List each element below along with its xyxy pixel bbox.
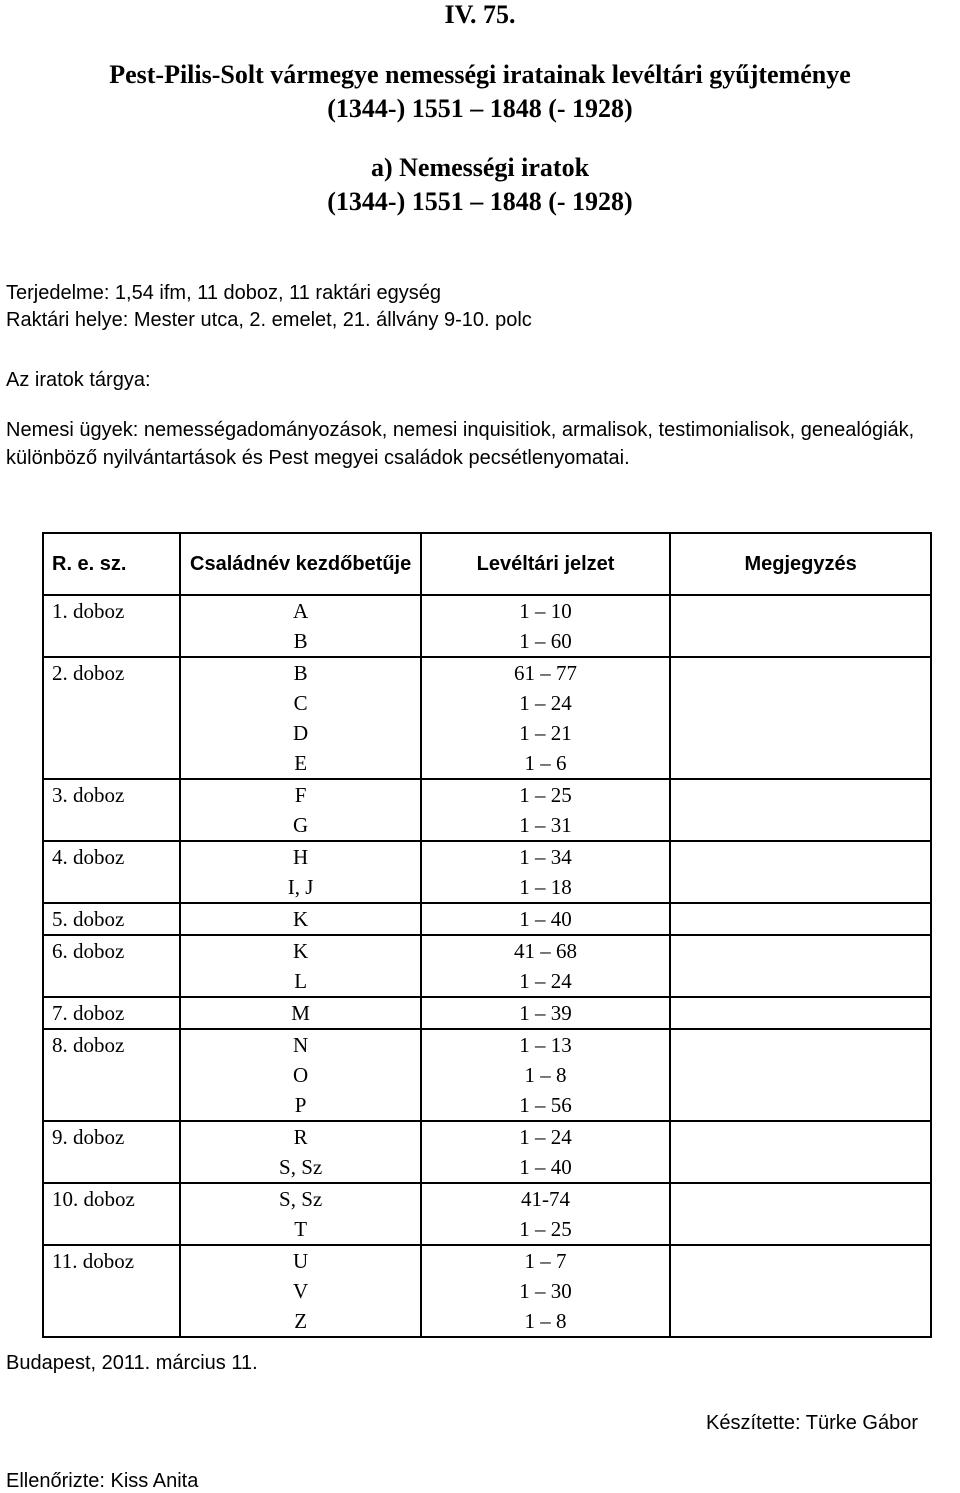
signature-cell [421, 595, 670, 657]
subject-text: Nemesi ügyek: nemességadományozások, nemesi inquisitiok, armalisok, testimonialisok, genealógiák, különböző nyilvántartások és Pest megyei családok pecsétlenyomatai. [6, 419, 915, 469]
letter-value: B [293, 629, 308, 653]
signature-value: 1 – 40 [519, 907, 572, 931]
extent-line: Terjedelme: 1,54 ifm, 11 doboz, 11 raktári egység [6, 282, 442, 304]
letter-cell [180, 779, 421, 841]
signature-cell [421, 779, 670, 841]
unit-label: 3. doboz [52, 783, 125, 807]
header-letter: Családnév kezdőbetűje [180, 533, 421, 595]
subject-label: Az iratok tárgya: [6, 369, 151, 391]
table-row [43, 997, 931, 1029]
checked-by: Ellenőrizte: Kiss Anita [6, 1470, 199, 1492]
unit-cell [43, 1121, 180, 1183]
signature-cell [421, 1245, 670, 1337]
signature-value: 1 – 10 [519, 599, 572, 623]
signature-value: 1 – 40 [519, 1155, 572, 1179]
metadata-block [6, 280, 532, 334]
signature-value: 1 – 8 [524, 1063, 567, 1087]
letter-value: O [293, 1063, 309, 1087]
table-row [43, 903, 931, 935]
letter-cell [180, 1183, 421, 1245]
letter-cell [180, 1029, 421, 1121]
series-title-line1: a) Nemességi iratok [370, 153, 590, 182]
unit-label: 8. doboz [52, 1033, 125, 1057]
unit-cell [43, 997, 180, 1029]
collection-title-line2: (1344-) 1551 – 1848 (- 1928) [327, 94, 633, 123]
unit-label: 7. doboz [52, 1001, 125, 1025]
table-row [43, 595, 931, 657]
signature-cell [421, 997, 670, 1029]
letter-value: E [294, 751, 308, 775]
place-date: Budapest, 2011. március 11. [6, 1352, 258, 1374]
letter-value: N [293, 1033, 309, 1057]
unit-label: 6. doboz [52, 939, 125, 963]
location-line: Raktári helye: Mester utca, 2. emelet, 21. állvány 9-10. polc [6, 309, 532, 331]
letter-cell [180, 657, 421, 779]
note-cell [670, 1029, 931, 1121]
note-cell [670, 657, 931, 779]
letter-value: T [294, 1217, 308, 1241]
unit-label: 1. doboz [52, 599, 125, 623]
signature-value: 1 – 39 [519, 1001, 572, 1025]
letter-cell [180, 935, 421, 997]
unit-cell [43, 779, 180, 841]
letter-value: Z [294, 1309, 308, 1333]
note-cell [670, 779, 931, 841]
letter-cell [180, 997, 421, 1029]
note-cell [670, 997, 931, 1029]
header-signature: Levéltári jelzet [421, 533, 670, 595]
signature-value: 1 – 21 [519, 721, 572, 745]
letter-value: A [293, 599, 309, 623]
letter-value: S, Sz [279, 1155, 323, 1179]
table-header-row [43, 533, 931, 595]
note-cell [670, 903, 931, 935]
signature-value: 1 – 24 [519, 691, 572, 715]
letter-value: K [293, 939, 309, 963]
letter-value: R [293, 1125, 308, 1149]
letter-value: H [293, 845, 309, 869]
letter-value: K [293, 907, 309, 931]
letter-cell [180, 841, 421, 903]
signature-cell [421, 903, 670, 935]
note-cell [670, 1245, 931, 1337]
signature-value: 1 – 24 [519, 969, 572, 993]
signature-cell [421, 935, 670, 997]
signature-value: 41 – 68 [514, 939, 578, 963]
letter-value: P [294, 1093, 307, 1117]
signature-cell [421, 1183, 670, 1245]
signature-value: 1 – 6 [524, 751, 567, 775]
unit-cell [43, 657, 180, 779]
signature-value: 1 – 56 [519, 1093, 572, 1117]
unit-label: 11. doboz [52, 1249, 135, 1273]
table-row [43, 1245, 931, 1337]
unit-label: 2. doboz [52, 661, 125, 685]
letter-value: I, J [287, 875, 314, 899]
unit-label: 5. doboz [52, 907, 125, 931]
letter-value: C [293, 691, 308, 715]
series-title [0, 151, 960, 219]
letter-value: M [291, 1001, 310, 1025]
letter-cell [180, 903, 421, 935]
letter-cell [180, 1121, 421, 1183]
table-row [43, 779, 931, 841]
document-id: IV. 75. [444, 0, 516, 29]
signature-value: 1 – 7 [524, 1249, 567, 1273]
signature-value: 1 – 18 [519, 875, 572, 899]
inventory-table [42, 532, 932, 1338]
signature-value: 41-74 [521, 1187, 571, 1211]
signature-cell [421, 1121, 670, 1183]
note-cell [670, 841, 931, 903]
unit-label: 10. doboz [52, 1187, 135, 1211]
signature-value: 1 – 34 [519, 845, 572, 869]
header-note: Megjegyzés [670, 533, 931, 595]
table-row [43, 1029, 931, 1121]
inventory-table-body [43, 595, 931, 1337]
signature-value: 1 – 13 [519, 1033, 572, 1057]
signature-value: 61 – 77 [514, 661, 578, 685]
unit-cell [43, 595, 180, 657]
prepared-by: Készítette: Türke Gábor [706, 1412, 918, 1434]
signature-cell [421, 1029, 670, 1121]
letter-value: V [293, 1279, 309, 1303]
signature-value: 1 – 60 [519, 629, 572, 653]
note-cell [670, 1183, 931, 1245]
letter-value: U [293, 1249, 309, 1273]
note-cell [670, 595, 931, 657]
letter-value: G [293, 813, 309, 837]
header-unit: R. e. sz. [43, 533, 180, 595]
letter-value: L [294, 969, 308, 993]
unit-label: 9. doboz [52, 1125, 125, 1149]
table-row [43, 1121, 931, 1183]
collection-title-line1: Pest-Pilis-Solt vármegye nemességi iratainak levéltári gyűjteménye [109, 60, 851, 89]
table-row [43, 657, 931, 779]
signature-value: 1 – 31 [519, 813, 572, 837]
letter-value: S, Sz [279, 1187, 323, 1211]
series-title-line2: (1344-) 1551 – 1848 (- 1928) [327, 187, 633, 216]
signature-value: 1 – 30 [519, 1279, 572, 1303]
signature-value: 1 – 25 [519, 1217, 572, 1241]
signature-value: 1 – 25 [519, 783, 572, 807]
unit-cell [43, 1029, 180, 1121]
letter-value: D [293, 721, 309, 745]
signature-value: 1 – 24 [519, 1125, 572, 1149]
unit-cell [43, 1183, 180, 1245]
signature-cell [421, 657, 670, 779]
letter-value: B [293, 661, 308, 685]
note-cell [670, 1121, 931, 1183]
signature-value: 1 – 8 [524, 1309, 567, 1333]
signature-cell [421, 841, 670, 903]
unit-label: 4. doboz [52, 845, 125, 869]
unit-cell [43, 935, 180, 997]
unit-cell [43, 1245, 180, 1337]
table-row [43, 841, 931, 903]
table-row [43, 1183, 931, 1245]
unit-cell [43, 841, 180, 903]
letter-value: F [294, 783, 307, 807]
letter-cell [180, 1245, 421, 1337]
collection-title [0, 58, 960, 126]
unit-cell [43, 903, 180, 935]
note-cell [670, 935, 931, 997]
letter-cell [180, 595, 421, 657]
table-row [43, 935, 931, 997]
